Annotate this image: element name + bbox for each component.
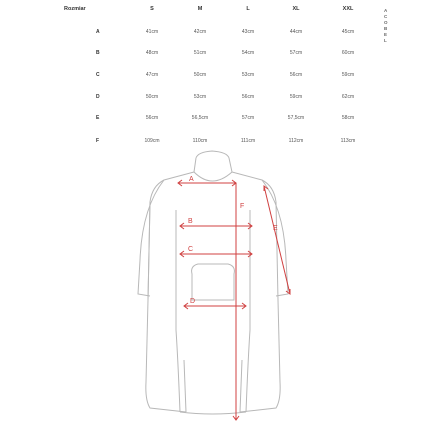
size-col-l: L <box>246 6 250 12</box>
cell-d-xxl: 62cm <box>341 94 355 100</box>
side-mark: C <box>384 14 388 19</box>
cell-d-m: 53cm <box>193 94 207 100</box>
cell-e-xl: 57,5cm <box>287 115 305 121</box>
label-a: A <box>189 176 194 183</box>
side-mark: L <box>384 38 388 43</box>
size-col-s: S <box>150 6 154 12</box>
row-label-a: A <box>96 29 100 35</box>
size-header-label: Rozmiar <box>64 6 86 12</box>
cell-c-s: 47cm <box>145 72 159 78</box>
row-label-f: F <box>96 138 100 144</box>
cell-b-s: 48cm <box>145 50 159 56</box>
cell-a-s: 41cm <box>145 29 159 35</box>
cell-c-xxl: 59cm <box>341 72 355 78</box>
garment-diagram <box>0 150 423 423</box>
cell-f-l: 111cm <box>240 138 256 144</box>
side-mark: O <box>384 20 389 25</box>
cell-f-s: 109cm <box>144 138 160 144</box>
cell-e-xxl: 58cm <box>341 115 355 121</box>
cell-e-l: 57cm <box>241 115 255 121</box>
size-col-xl: XL <box>292 6 300 12</box>
cell-a-xl: 44cm <box>289 29 303 35</box>
row-label-d: D <box>96 94 100 100</box>
cell-c-l: 53cm <box>241 72 255 78</box>
label-e: E <box>273 225 278 232</box>
cell-a-m: 42cm <box>193 29 207 35</box>
side-mark: A <box>384 8 388 13</box>
cell-b-l: 54cm <box>241 50 255 56</box>
row-label-e: E <box>96 115 100 121</box>
side-mark: E <box>384 32 388 37</box>
label-d: D <box>190 298 196 305</box>
size-col-xxl: XXL <box>342 6 354 12</box>
cell-c-xl: 56cm <box>289 72 303 78</box>
measurement-labels <box>188 176 278 305</box>
row-label-b: B <box>96 50 100 56</box>
label-c: C <box>188 246 194 253</box>
cell-b-xl: 57cm <box>289 50 303 56</box>
cell-f-xxl: 113cm <box>340 138 356 144</box>
cell-f-xl: 112cm <box>288 138 304 144</box>
cell-d-l: 56cm <box>241 94 255 100</box>
label-f: F <box>240 203 245 210</box>
cell-e-s: 56cm <box>145 115 159 121</box>
cell-c-m: 50cm <box>193 72 207 78</box>
size-table <box>0 0 423 150</box>
cell-a-l: 43cm <box>241 29 255 35</box>
label-b: B <box>188 218 193 225</box>
cell-d-s: 50cm <box>145 94 159 100</box>
row-label-c: C <box>96 72 100 78</box>
side-mark: B <box>384 26 388 31</box>
cell-d-xl: 59cm <box>289 94 303 100</box>
cell-e-m: 56,5cm <box>191 115 209 121</box>
cell-b-m: 51cm <box>193 50 207 56</box>
cell-b-xxl: 60cm <box>341 50 355 56</box>
size-col-m: M <box>197 6 203 12</box>
cell-a-xxl: 45cm <box>341 29 355 35</box>
cell-f-m: 110cm <box>192 138 208 144</box>
